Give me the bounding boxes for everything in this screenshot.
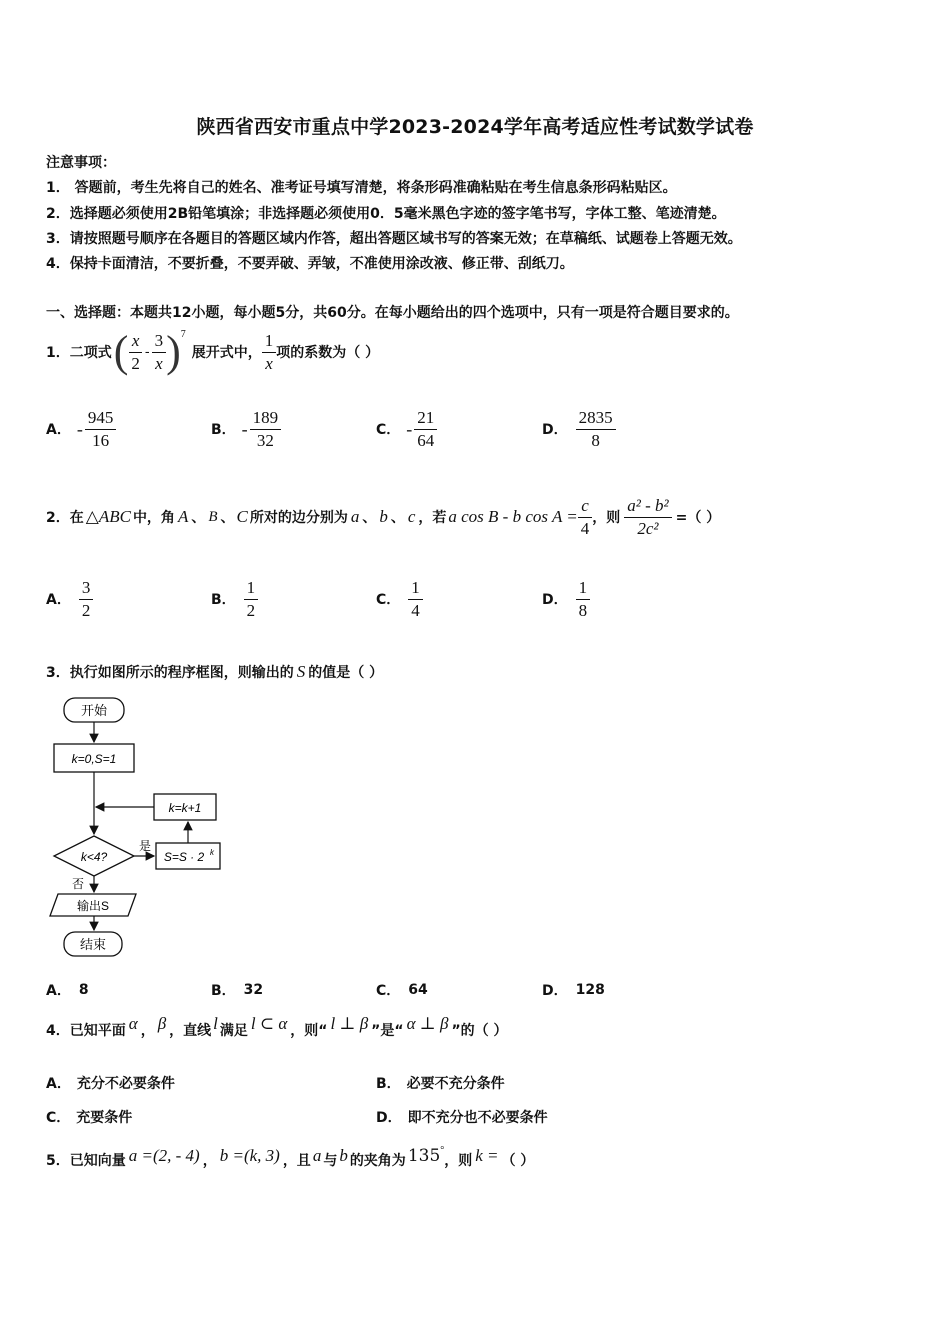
- q5-vector-b: b =(k, 3): [219, 1146, 280, 1165]
- q1-minus: -: [144, 344, 150, 360]
- q1-tail-text: 项的系数为（ ）: [276, 345, 380, 361]
- q4-text-1: 4．已知平面: [46, 1023, 126, 1039]
- flow-start-label: 开始: [80, 703, 108, 718]
- q4-beta: β: [157, 1014, 167, 1033]
- notice-item-2: 2．选择题必须使用2B铅笔填涂；非选择题必须使用0．5毫米黑色字迹的签字笔书写，字体工整、笔迹清楚。: [46, 206, 726, 222]
- q4-text-5: ”是“: [371, 1023, 404, 1039]
- q2-side-a: a: [350, 507, 360, 527]
- question-3: [46, 662, 383, 682]
- flow-update-label: k=k+1: [168, 801, 202, 815]
- q5-text-2: ，: [202, 1153, 217, 1169]
- q2-text-4: ，则: [592, 510, 621, 527]
- flow-yes-label: 是: [139, 839, 152, 853]
- q4-text-3: 满足: [219, 1023, 248, 1039]
- q2-option-a[interactable]: A． $\frac{3}{2}$: [46, 578, 93, 620]
- q1-fraction-3: $\frac{1}{x}$: [262, 331, 277, 373]
- q2-expr-fraction: $\frac{\text{a² - b²}}{\text{2c²}}$: [624, 496, 671, 538]
- q2-text-1: 中，角: [132, 510, 175, 527]
- q5-text-1: 5．已知向量: [46, 1153, 126, 1169]
- q4-option-c[interactable]: C． 充要条件: [46, 1110, 133, 1126]
- q2-sep-4: 、: [390, 510, 405, 527]
- q3-option-c[interactable]: C． 64: [376, 982, 428, 999]
- flow-end-label: 结束: [79, 937, 107, 952]
- right-paren-icon: ): [166, 327, 181, 376]
- q3-option-a[interactable]: A． 8: [46, 982, 89, 999]
- q2-sep-2: 、: [220, 510, 235, 527]
- question-2: [46, 496, 720, 538]
- q2-triangle: △ABC: [85, 507, 131, 527]
- flowchart: [46, 694, 236, 960]
- page-title: 陕西省西安市重点中学2023-2024学年高考适应性考试数学试卷: [196, 116, 754, 138]
- question-5: [46, 1144, 535, 1170]
- q5-text-3: ，且: [282, 1153, 311, 1169]
- q1-mid-text: 展开式中，: [191, 345, 262, 361]
- q1-fraction-1: $\frac{x}{2}$: [128, 331, 143, 373]
- q2-text-5: =（ ）: [675, 510, 721, 527]
- q2-side-b: b: [379, 507, 388, 527]
- q4-option-a[interactable]: A． 充分不必要条件: [46, 1076, 175, 1092]
- flow-output-label: 输出S: [76, 899, 110, 913]
- notice-item-4: 4．保持卡面清洁，不要折叠，不要弄破、弄皱，不准使用涂改液、修正带、刮纸刀。: [46, 256, 574, 272]
- q1-option-a[interactable]: A． - $\frac{945}{16}$: [46, 408, 116, 450]
- q5-degree: °: [440, 1144, 445, 1156]
- question-1: [46, 327, 380, 376]
- q2-cond-fraction: $\frac{c}{4}$: [578, 496, 593, 538]
- q5-a: a: [312, 1146, 322, 1165]
- q5-k: k =: [475, 1146, 499, 1165]
- q5-b: b: [339, 1146, 348, 1165]
- q5-vector-a: a =(2, - 4): [128, 1146, 200, 1165]
- flow-assign-label: S=S · 2: [163, 850, 205, 864]
- q3-var-s: S: [296, 662, 306, 681]
- flow-no-label: 否: [72, 877, 85, 891]
- q2-option-d[interactable]: D． $\frac{1}{8}$: [542, 578, 590, 620]
- q1-fraction-2: $\frac{3}{x}$: [152, 331, 167, 373]
- q3-text-b: 的值是（ ）: [308, 665, 384, 681]
- q2-angle-b: B: [208, 508, 218, 525]
- q4-text-6: ”的（ ）: [451, 1023, 508, 1039]
- q2-option-b[interactable]: B． $\frac{1}{2}$: [211, 578, 258, 620]
- q4-option-d[interactable]: D． 即不充分也不必要条件: [376, 1110, 548, 1126]
- section-heading: 一、选择题：本题共12小题，每小题5分，共60分。在每小题给出的四个选项中，只有一项是符合题目要求的。: [46, 305, 739, 321]
- q2-number: 2．在: [46, 510, 84, 527]
- q3-option-d[interactable]: D． 128: [542, 982, 605, 999]
- q5-text-4: 与: [323, 1153, 338, 1169]
- left-paren-icon: (: [113, 327, 129, 376]
- q4-line-l: l: [213, 1014, 218, 1033]
- q2-sep-3: 、: [362, 510, 377, 527]
- q3-text-a: 3．执行如图所示的程序框图，则输出的: [46, 665, 294, 681]
- q3-option-b[interactable]: B． 32: [211, 982, 264, 999]
- q4-condition-1: l ⊥ β: [330, 1014, 369, 1033]
- notice-item-1: 1． 答题前，考生先将自己的姓名、准考证号填写清楚，将条形码准确粘贴在考生信息条形码粘贴区。: [46, 180, 677, 196]
- q4-alpha: α: [128, 1014, 138, 1033]
- q4-text-4: ，则“: [290, 1023, 328, 1039]
- q2-sep-1: 、: [191, 510, 206, 527]
- q5-text-6: ，则: [444, 1153, 473, 1169]
- q1-option-d[interactable]: D． $\frac{2835}{8}$: [542, 408, 616, 450]
- q5-text-7: （ ）: [501, 1153, 535, 1169]
- flow-assign-sup: k: [210, 848, 214, 857]
- q2-text-3: ，若: [418, 510, 447, 527]
- flow-condition-label: k<4?: [80, 850, 108, 864]
- q4-comma: ，: [140, 1023, 155, 1039]
- q5-angle: 135: [407, 1146, 441, 1166]
- q1-power: 7: [180, 328, 186, 340]
- q2-angle-c: C: [236, 507, 248, 527]
- question-4: [46, 1014, 508, 1040]
- q4-condition-2: α ⊥ β: [406, 1014, 449, 1033]
- q1-option-b[interactable]: B． - $\frac{189}{32}$: [211, 408, 281, 450]
- q4-option-b[interactable]: B． 必要不充分条件: [376, 1076, 505, 1092]
- q5-text-5: 的夹角为: [349, 1153, 406, 1169]
- q1-option-c[interactable]: C． - $\frac{21}{64}$: [376, 408, 437, 450]
- q2-text-2: 所对的边分别为: [249, 510, 348, 527]
- q2-condition: a cos B - b cos A =: [448, 507, 578, 527]
- q4-text-2: ，直线: [169, 1023, 212, 1039]
- q4-relation: l ⊂ α: [250, 1014, 288, 1033]
- notice-item-3: 3．请按照题号顺序在各题目的答题区域内作答，超出答题区域书写的答案无效；在草稿纸、试题卷上答题无效。: [46, 231, 742, 247]
- q1-number: 1．二项式: [46, 345, 112, 361]
- q2-side-c: c: [407, 507, 416, 527]
- notice-heading: 注意事项：: [46, 155, 116, 171]
- q2-option-c[interactable]: C． $\frac{1}{4}$: [376, 578, 423, 620]
- q2-angle-a: A: [177, 507, 189, 527]
- flow-init-label: k=0,S=1: [71, 752, 117, 766]
